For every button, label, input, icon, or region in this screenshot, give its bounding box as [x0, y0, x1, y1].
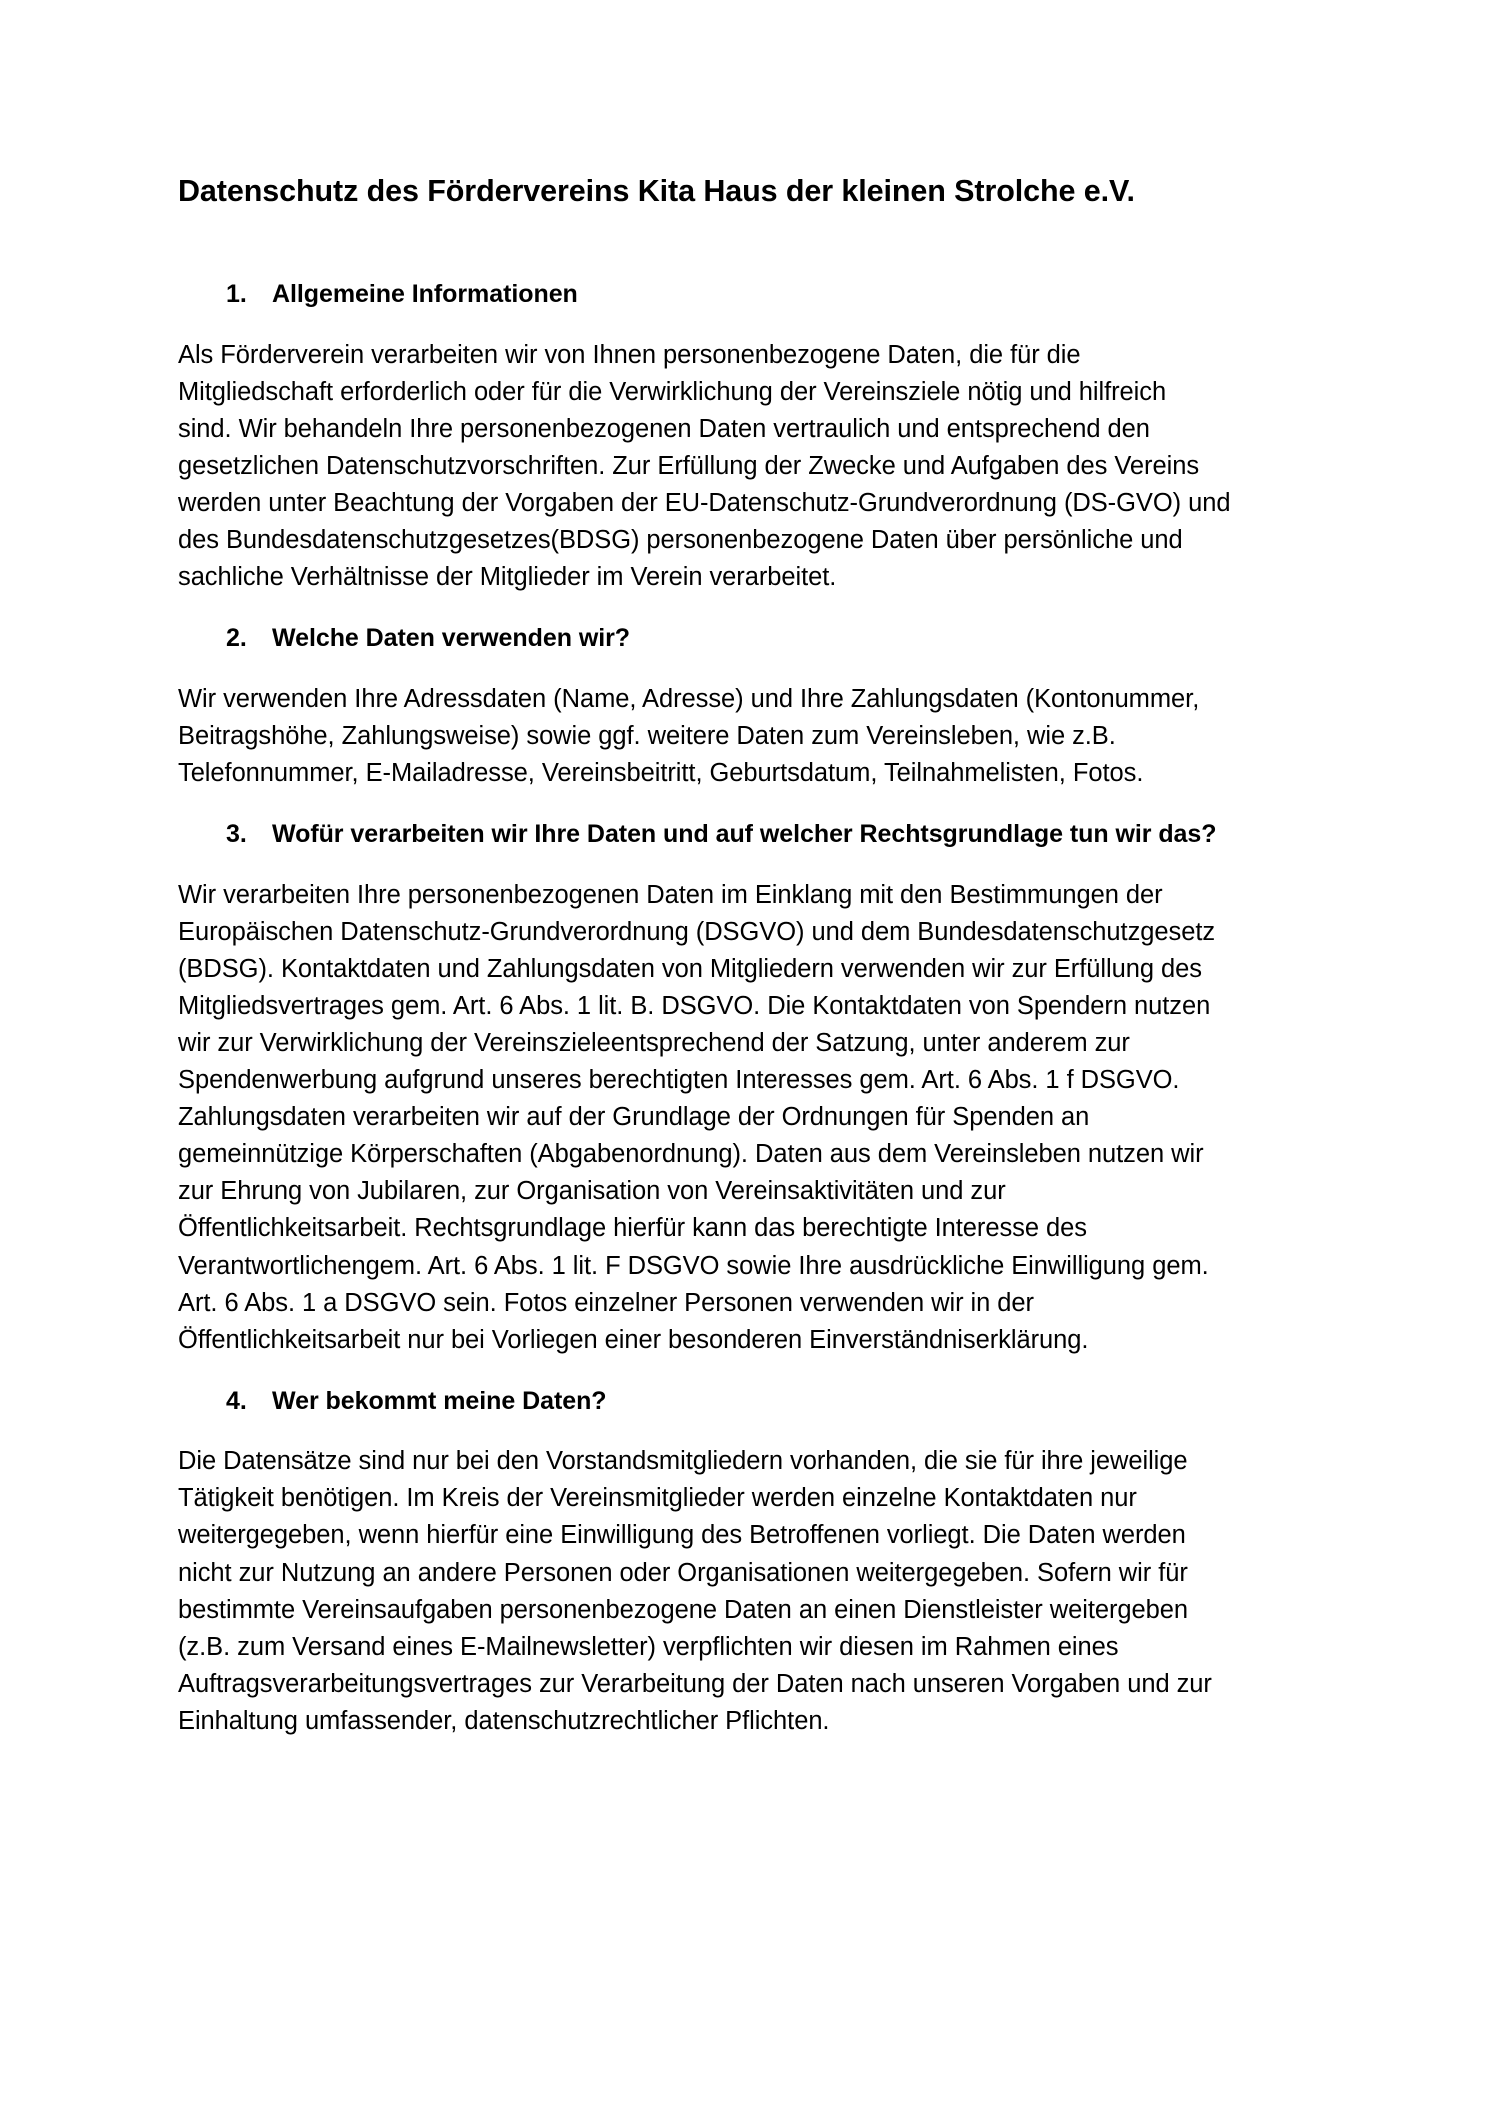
section-4-heading-gap: [178, 1417, 1318, 1443]
section-2-heading-text: Welche Daten verwenden wir?: [272, 624, 631, 653]
paragraph-line: Als Förderverein verarbeiten wir von Ihnen personenbezogene Daten, die für die: [178, 340, 1081, 369]
paragraph-line: Art. 6 Abs. 1 a DSGVO sein. Fotos einzelner Personen verwenden wir in der: [178, 1288, 1034, 1317]
paragraph-line: (z.B. zum Versand eines E-Mailnewsletter) verpflichten wir diesen im Rahmen eines: [178, 1632, 1119, 1661]
section-2-heading: [226, 622, 1318, 655]
section-3-heading-gap: [178, 851, 1318, 877]
paragraph-line: Die Datensätze sind nur bei den Vorstandsmitgliedern vorhanden, die sie für ihre jeweilige: [178, 1447, 1188, 1476]
section-2-paragraph: [178, 681, 1318, 792]
section-2-heading-gap: [178, 655, 1318, 681]
section-gap-1-2: [178, 596, 1318, 622]
paragraph-line: Verantwortlichengem. Art. 6 Abs. 1 lit. F DSGVO sowie Ihre ausdrückliche Einwilligung gem.: [178, 1251, 1209, 1280]
paragraph-line: werden unter Beachtung der Vorgaben der EU-Datenschutz-Grundverordnung (DS-GVO) und: [178, 489, 1231, 517]
paragraph-line: Telefonnummer, E-Mailadresse, Vereinsbeitritt, Geburtsdatum, Teilnahmelisten, Fotos.: [178, 758, 1144, 787]
paragraph-line: Zahlungsdaten verarbeiten wir auf der Grundlage der Ordnungen für Spenden an: [178, 1103, 1090, 1132]
paragraph-line: zur Ehrung von Jubilaren, zur Organisation von Vereinsaktivitäten und zur: [178, 1177, 1006, 1206]
section-gap-3-4: [178, 1359, 1318, 1385]
paragraph-line: gemeinnützige Körperschaften (Abgabenordnung). Daten aus dem Vereinsleben nutzen wir: [178, 1140, 1204, 1169]
paragraph-line: wir zur Verwirklichung der Vereinszieleentsprechend der Satzung, unter anderem zur: [178, 1028, 1130, 1057]
title-spacer: [178, 210, 1318, 278]
section-2: [178, 622, 1318, 792]
paragraph-line: Tätigkeit benötigen. Im Kreis der Vereinsmitglieder werden einzelne Kontaktdaten nur: [178, 1484, 1137, 1513]
paragraph-line: Mitgliedschaft erforderlich oder für die Verwirklichung der Vereinsziele nötig und hilfreich: [178, 377, 1167, 406]
section-4-heading: [226, 1385, 1318, 1418]
paragraph-line: Öffentlichkeitsarbeit nur bei Vorliegen einer besonderen Einverständniserklärung.: [178, 1325, 1089, 1354]
paragraph-line: Öffentlichkeitsarbeit. Rechtsgrundlage hierfür kann das berechtigte Interesse des: [178, 1214, 1087, 1243]
paragraph-line: sachliche Verhältnisse der Mitglieder im Verein verarbeitet.: [178, 563, 837, 592]
paragraph-line: Beitragshöhe, Zahlungsweise) sowie ggf. weitere Daten zum Vereinsleben, wie z.B.: [178, 721, 1116, 750]
section-4-number: 4.: [226, 1386, 247, 1415]
section-1-heading: [226, 278, 1318, 311]
section-1-number: 1.: [226, 280, 247, 309]
paragraph-line: sind. Wir behandeln Ihre personenbezogenen Daten vertraulich und entsprechend den: [178, 414, 1150, 443]
section-3-number: 3.: [226, 820, 247, 849]
section-4-heading-text: Wer bekommt meine Daten?: [272, 1386, 607, 1415]
section-2-number: 2.: [226, 624, 247, 653]
paragraph-line: Spendenwerbung aufgrund unseres berechtigten Interesses gem. Art. 6 Abs. 1 f DSGVO.: [178, 1066, 1180, 1095]
paragraph-line: bestimmte Vereinsaufgaben personenbezogene Daten an einen Dienstleister weitergeben: [178, 1595, 1189, 1624]
paragraph-line: Einhaltung umfassender, datenschutzrechtlicher Pflichten.: [178, 1706, 830, 1735]
section-1-paragraph: [178, 337, 1318, 597]
section-3-paragraph: [178, 877, 1318, 1359]
section-gap-2-3: [178, 792, 1318, 818]
paragraph-line: (BDSG). Kontaktdaten und Zahlungsdaten von Mitgliedern verwenden wir zur Erfüllung des: [178, 954, 1202, 983]
document-content: [178, 172, 1318, 1740]
section-3-heading-text: Wofür verarbeiten wir Ihre Daten und auf welcher Rechtsgrundlage tun wir das?: [272, 820, 1217, 849]
section-3-heading: [226, 818, 1318, 851]
section-4-paragraph: [178, 1443, 1318, 1740]
section-1-heading-gap: [178, 311, 1318, 337]
section-1: [178, 278, 1318, 596]
paragraph-line: weitergegeben, wenn hierfür eine Einwilligung des Betroffenen vorliegt. Die Daten werden: [178, 1521, 1186, 1550]
paragraph-line: Mitgliedsvertrages gem. Art. 6 Abs. 1 lit. B. DSGVO. Die Kontaktdaten von Spendern nutzen: [178, 991, 1211, 1020]
paragraph-line: Wir verarbeiten Ihre personenbezogenen Daten im Einklang mit den Bestimmungen der: [178, 880, 1163, 909]
section-1-heading-text: Allgemeine Informationen: [272, 280, 578, 309]
paragraph-line: gesetzlichen Datenschutzvorschriften. Zur Erfüllung der Zwecke und Aufgaben des Vereins: [178, 451, 1200, 480]
paragraph-line: Europäischen Datenschutz-Grundverordnung (DSGVO) und dem Bundesdatenschutzgesetz: [178, 917, 1216, 946]
section-3: [178, 818, 1318, 1359]
page-title: Datenschutz des Fördervereins Kita Haus der kleinen Strolche e.V.: [178, 174, 1135, 208]
paragraph-line: nicht zur Nutzung an andere Personen oder Organisationen weitergegeben. Sofern wir für: [178, 1558, 1188, 1587]
paragraph-line: Auftragsverarbeitungsvertrages zur Verarbeitung der Daten nach unseren Vorgaben und zur: [178, 1669, 1212, 1698]
paragraph-line: Wir verwenden Ihre Adressdaten (Name, Adresse) und Ihre Zahlungsdaten (Kontonummer,: [178, 684, 1200, 713]
section-4: [178, 1385, 1318, 1740]
paragraph-line: des Bundesdatenschutzgesetzes(BDSG) personenbezogene Daten über persönliche und: [178, 526, 1183, 555]
